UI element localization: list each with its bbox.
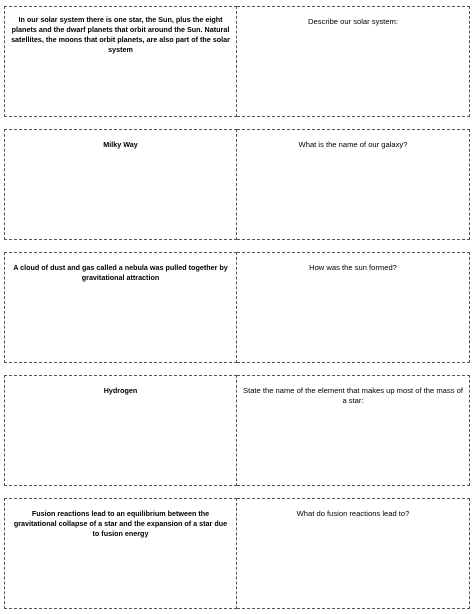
flashcard-row [4, 6, 470, 117]
question-card: State the name of the element that makes up most of the mass of a star: [237, 375, 470, 486]
question-card: How was the sun formed? [237, 252, 470, 363]
answer-card: In our solar system there is one star, the Sun, plus the eight planets and the dwarf planets that orbit around the Sun. Natural satellites, the moons that orbit planets, are also part of the solar system [4, 6, 237, 117]
question-card: Describe our solar system: [237, 6, 470, 117]
answer-card: Fusion reactions lead to an equilibrium between the gravitational collapse of a star and the expansion of a star due to fusion energy [4, 498, 237, 609]
answer-card: A cloud of dust and gas called a nebula was pulled together by gravitational attraction [4, 252, 237, 363]
answer-card: Hydrogen [4, 375, 237, 486]
question-card: What do fusion reactions lead to? [237, 498, 470, 609]
flashcard-row [4, 498, 470, 609]
flashcard-row [4, 375, 470, 486]
answer-card: Milky Way [4, 129, 237, 240]
flashcard-row [4, 129, 470, 240]
question-card: What is the name of our galaxy? [237, 129, 470, 240]
flashcard-row [4, 252, 470, 363]
